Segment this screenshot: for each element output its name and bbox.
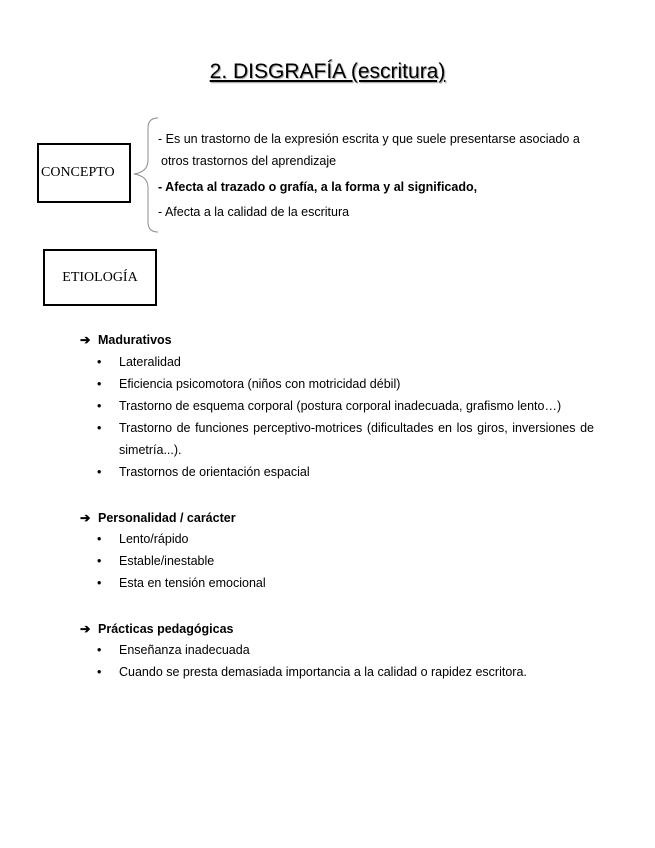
arrow-right-icon: ➔	[80, 622, 91, 636]
page-title: 2. DISGRAFÍA (escritura)	[209, 60, 446, 83]
list-item-text: Esta en tensión emocional	[119, 576, 266, 590]
list-item-text: Enseñanza inadecuada	[119, 643, 250, 657]
section-heading-label: Madurativos	[98, 333, 172, 347]
bullet-icon: •	[97, 377, 102, 391]
list-item-text: Cuando se presta demasiada importancia a la calidad o rapidez escritora.	[119, 665, 527, 679]
bullet-icon: •	[97, 576, 102, 590]
concept-line-2: otros trastornos del aprendizaje	[161, 154, 337, 168]
etiologia-label: ETIOLOGÍA	[62, 269, 138, 285]
section-heading-madurativos	[80, 332, 172, 347]
bullet-icon: •	[97, 532, 102, 546]
concept-line-1: - Es un trastorno de la expresión escrita y que suele presentarse asociado a	[158, 132, 580, 146]
section-heading-label: Prácticas pedagógicas	[98, 622, 234, 636]
bullet-icon: •	[97, 643, 102, 657]
list-item-text: Lateralidad	[119, 355, 181, 369]
section-heading-practicas	[80, 621, 233, 636]
section-heading-personalidad	[80, 510, 236, 525]
concepto-label: CONCEPTO	[41, 165, 115, 180]
list-item	[97, 528, 594, 550]
list-item	[97, 661, 594, 683]
list-item-text: Estable/inestable	[119, 554, 215, 568]
bullet-icon: •	[97, 665, 102, 679]
concept-line-3: - Afecta al trazado o grafía, a la forma y al significado,	[158, 180, 478, 194]
arrow-right-icon: ➔	[80, 333, 91, 347]
list-item-text: Lento/rápido	[119, 532, 189, 546]
list-item	[97, 373, 594, 395]
list-item	[97, 572, 594, 594]
curly-brace-icon	[130, 116, 160, 236]
bullet-icon: •	[97, 399, 102, 413]
bullet-icon: •	[97, 421, 102, 435]
section-heading-label: Personalidad / carácter	[98, 511, 236, 525]
concept-line-4: - Afecta a la calidad de la escritura	[158, 205, 350, 219]
list-item-text: Trastorno de funciones perceptivo-motrices (dificultades en los giros, inversiones de simetría...).	[119, 421, 594, 457]
list-item-text: Trastorno de esquema corporal (postura corporal inadecuada, grafismo lento…)	[119, 399, 562, 413]
list-item	[97, 395, 594, 417]
bullet-icon: •	[97, 465, 102, 479]
list-item	[97, 461, 594, 483]
list-item-text: Trastornos de orientación espacial	[119, 465, 310, 479]
concepto-box	[37, 143, 131, 203]
bullet-icon: •	[97, 554, 102, 568]
list-item	[97, 639, 594, 661]
list-item	[97, 417, 594, 461]
list-item	[97, 351, 594, 373]
list-item-text: Eficiencia psicomotora (niños con motricidad débil)	[119, 377, 401, 391]
etiologia-box	[43, 249, 157, 306]
arrow-right-icon: ➔	[80, 511, 91, 525]
list-item	[97, 550, 594, 572]
bullet-icon: •	[97, 355, 102, 369]
